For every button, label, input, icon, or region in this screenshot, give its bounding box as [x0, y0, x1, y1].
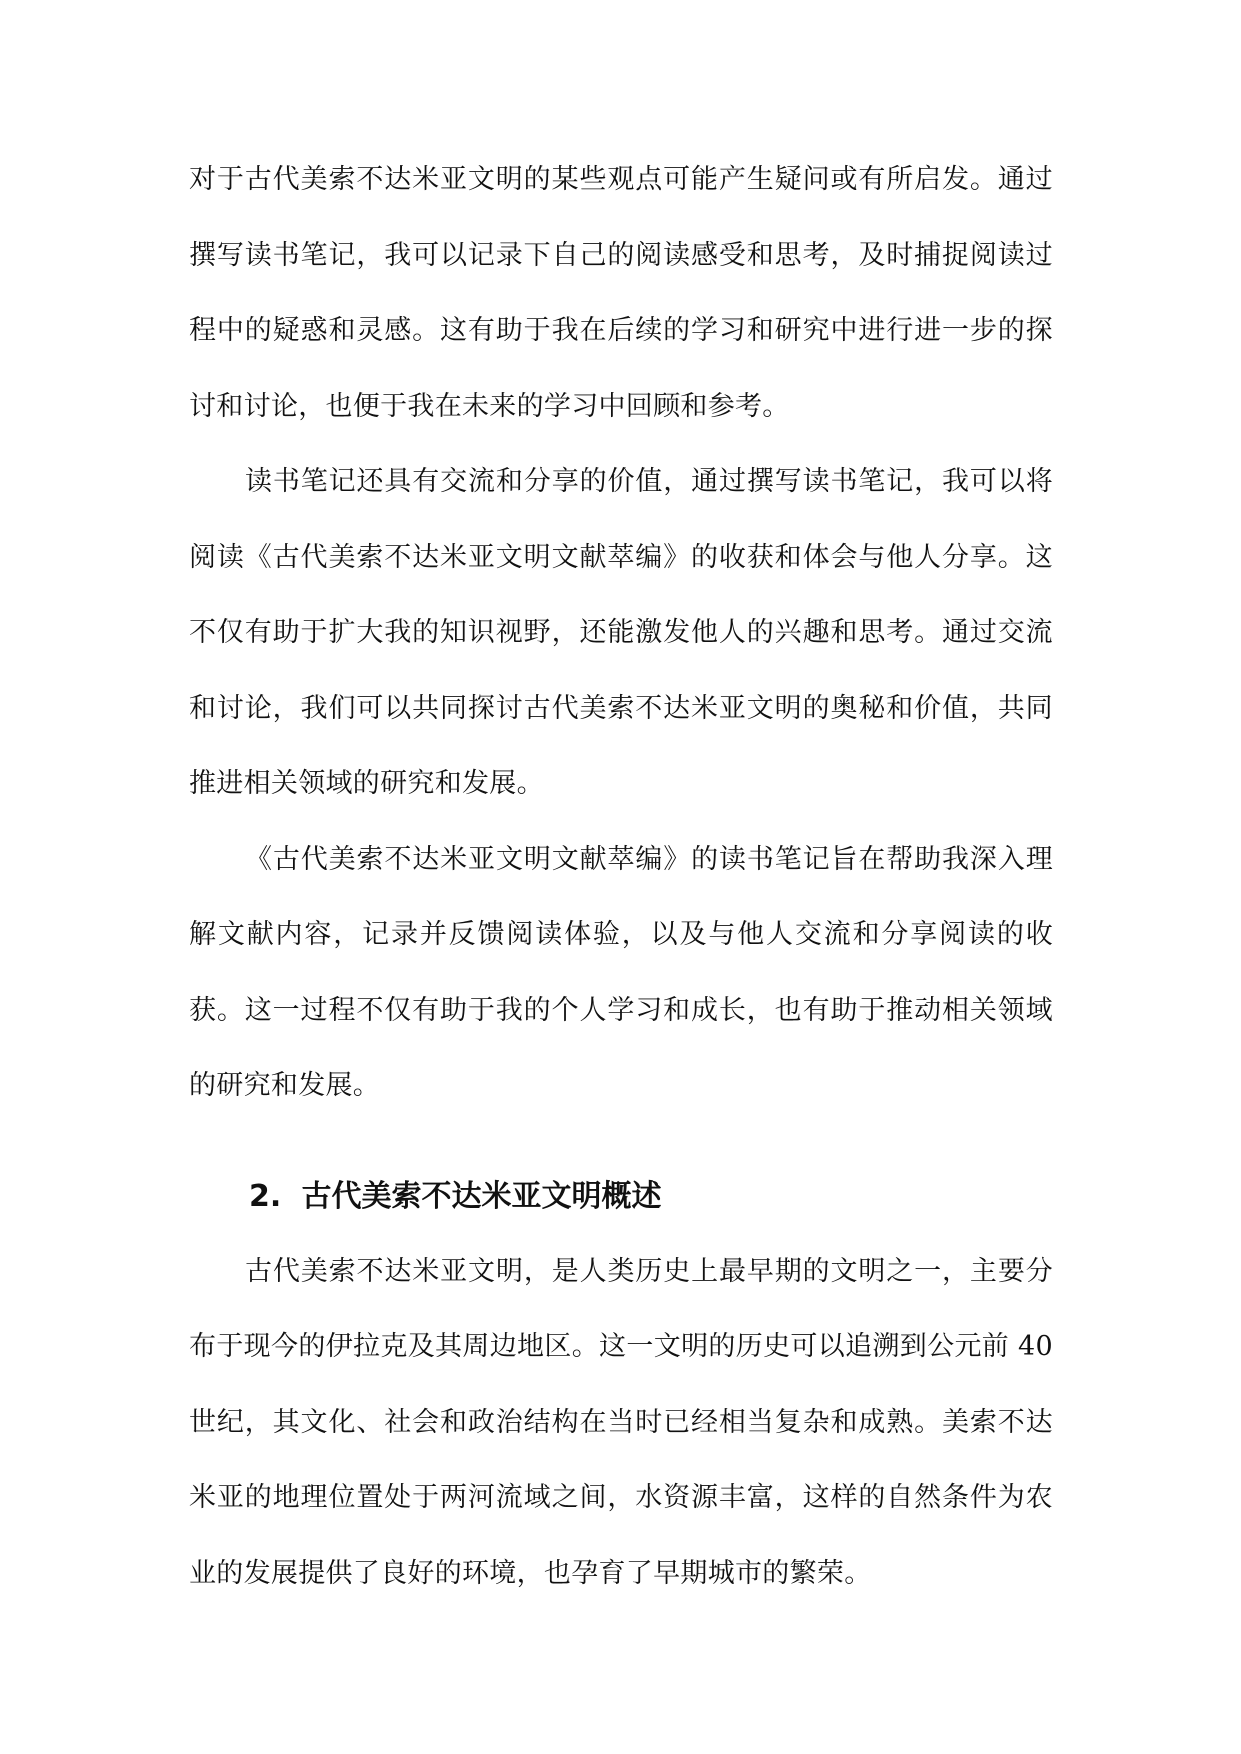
section-number: 2.	[249, 1178, 282, 1214]
paragraph-civilization-overview: 古代美索不达米亚文明，是人类历史上最早期的文明之一，主要分布于现今的伊拉克及其周边地区。这一文明的历史可以追溯到公元前 40 世纪，其文化、社会和政治结构在当时已经相当复杂和成熟。美索不达米亚的地理位置处于两河流域之间，水资源丰富，这样的自然条件为农业的发展提供了良好的环境，也孕育了早期城市的繁荣。	[189, 1255, 1053, 1589]
section-title: 古代美索不达米亚文明概述	[301, 1178, 662, 1214]
document-body	[189, 142, 1053, 1611]
paragraph-summary: 《古代美索不达米亚文明文献萃编》的读书笔记旨在帮助我深入理解文献内容，记录并反馈阅读体验，以及与他人交流和分享阅读的收获。这一过程不仅有助于我的个人学习和成长，也有助于推动相关领域的研究和发展。	[189, 843, 1053, 1101]
paragraph-sharing-value: 读书笔记还具有交流和分享的价值，通过撰写读书笔记，我可以将阅读《古代美索不达米亚文明文献萃编》的收获和体会与他人分享。这不仅有助于扩大我的知识视野，还能激发他人的兴趣和思考。通过交流和讨论，我们可以共同探讨古代美索不达米亚文明的奥秘和价值，共同推进相关领域的研究和发展。	[189, 466, 1053, 799]
paragraph-reading-notes-purpose: 对于古代美索不达米亚文明的某些观点可能产生疑问或有所启发。通过撰写读书笔记，我可以记录下自己的阅读感受和思考，及时捕捉阅读过程中的疑惑和灵感。这有助于我在后续的学习和研究中进行进一步的探讨和讨论，也便于我在未来的学习中回顾和参考。	[189, 164, 1053, 422]
section-heading	[189, 1160, 1053, 1234]
